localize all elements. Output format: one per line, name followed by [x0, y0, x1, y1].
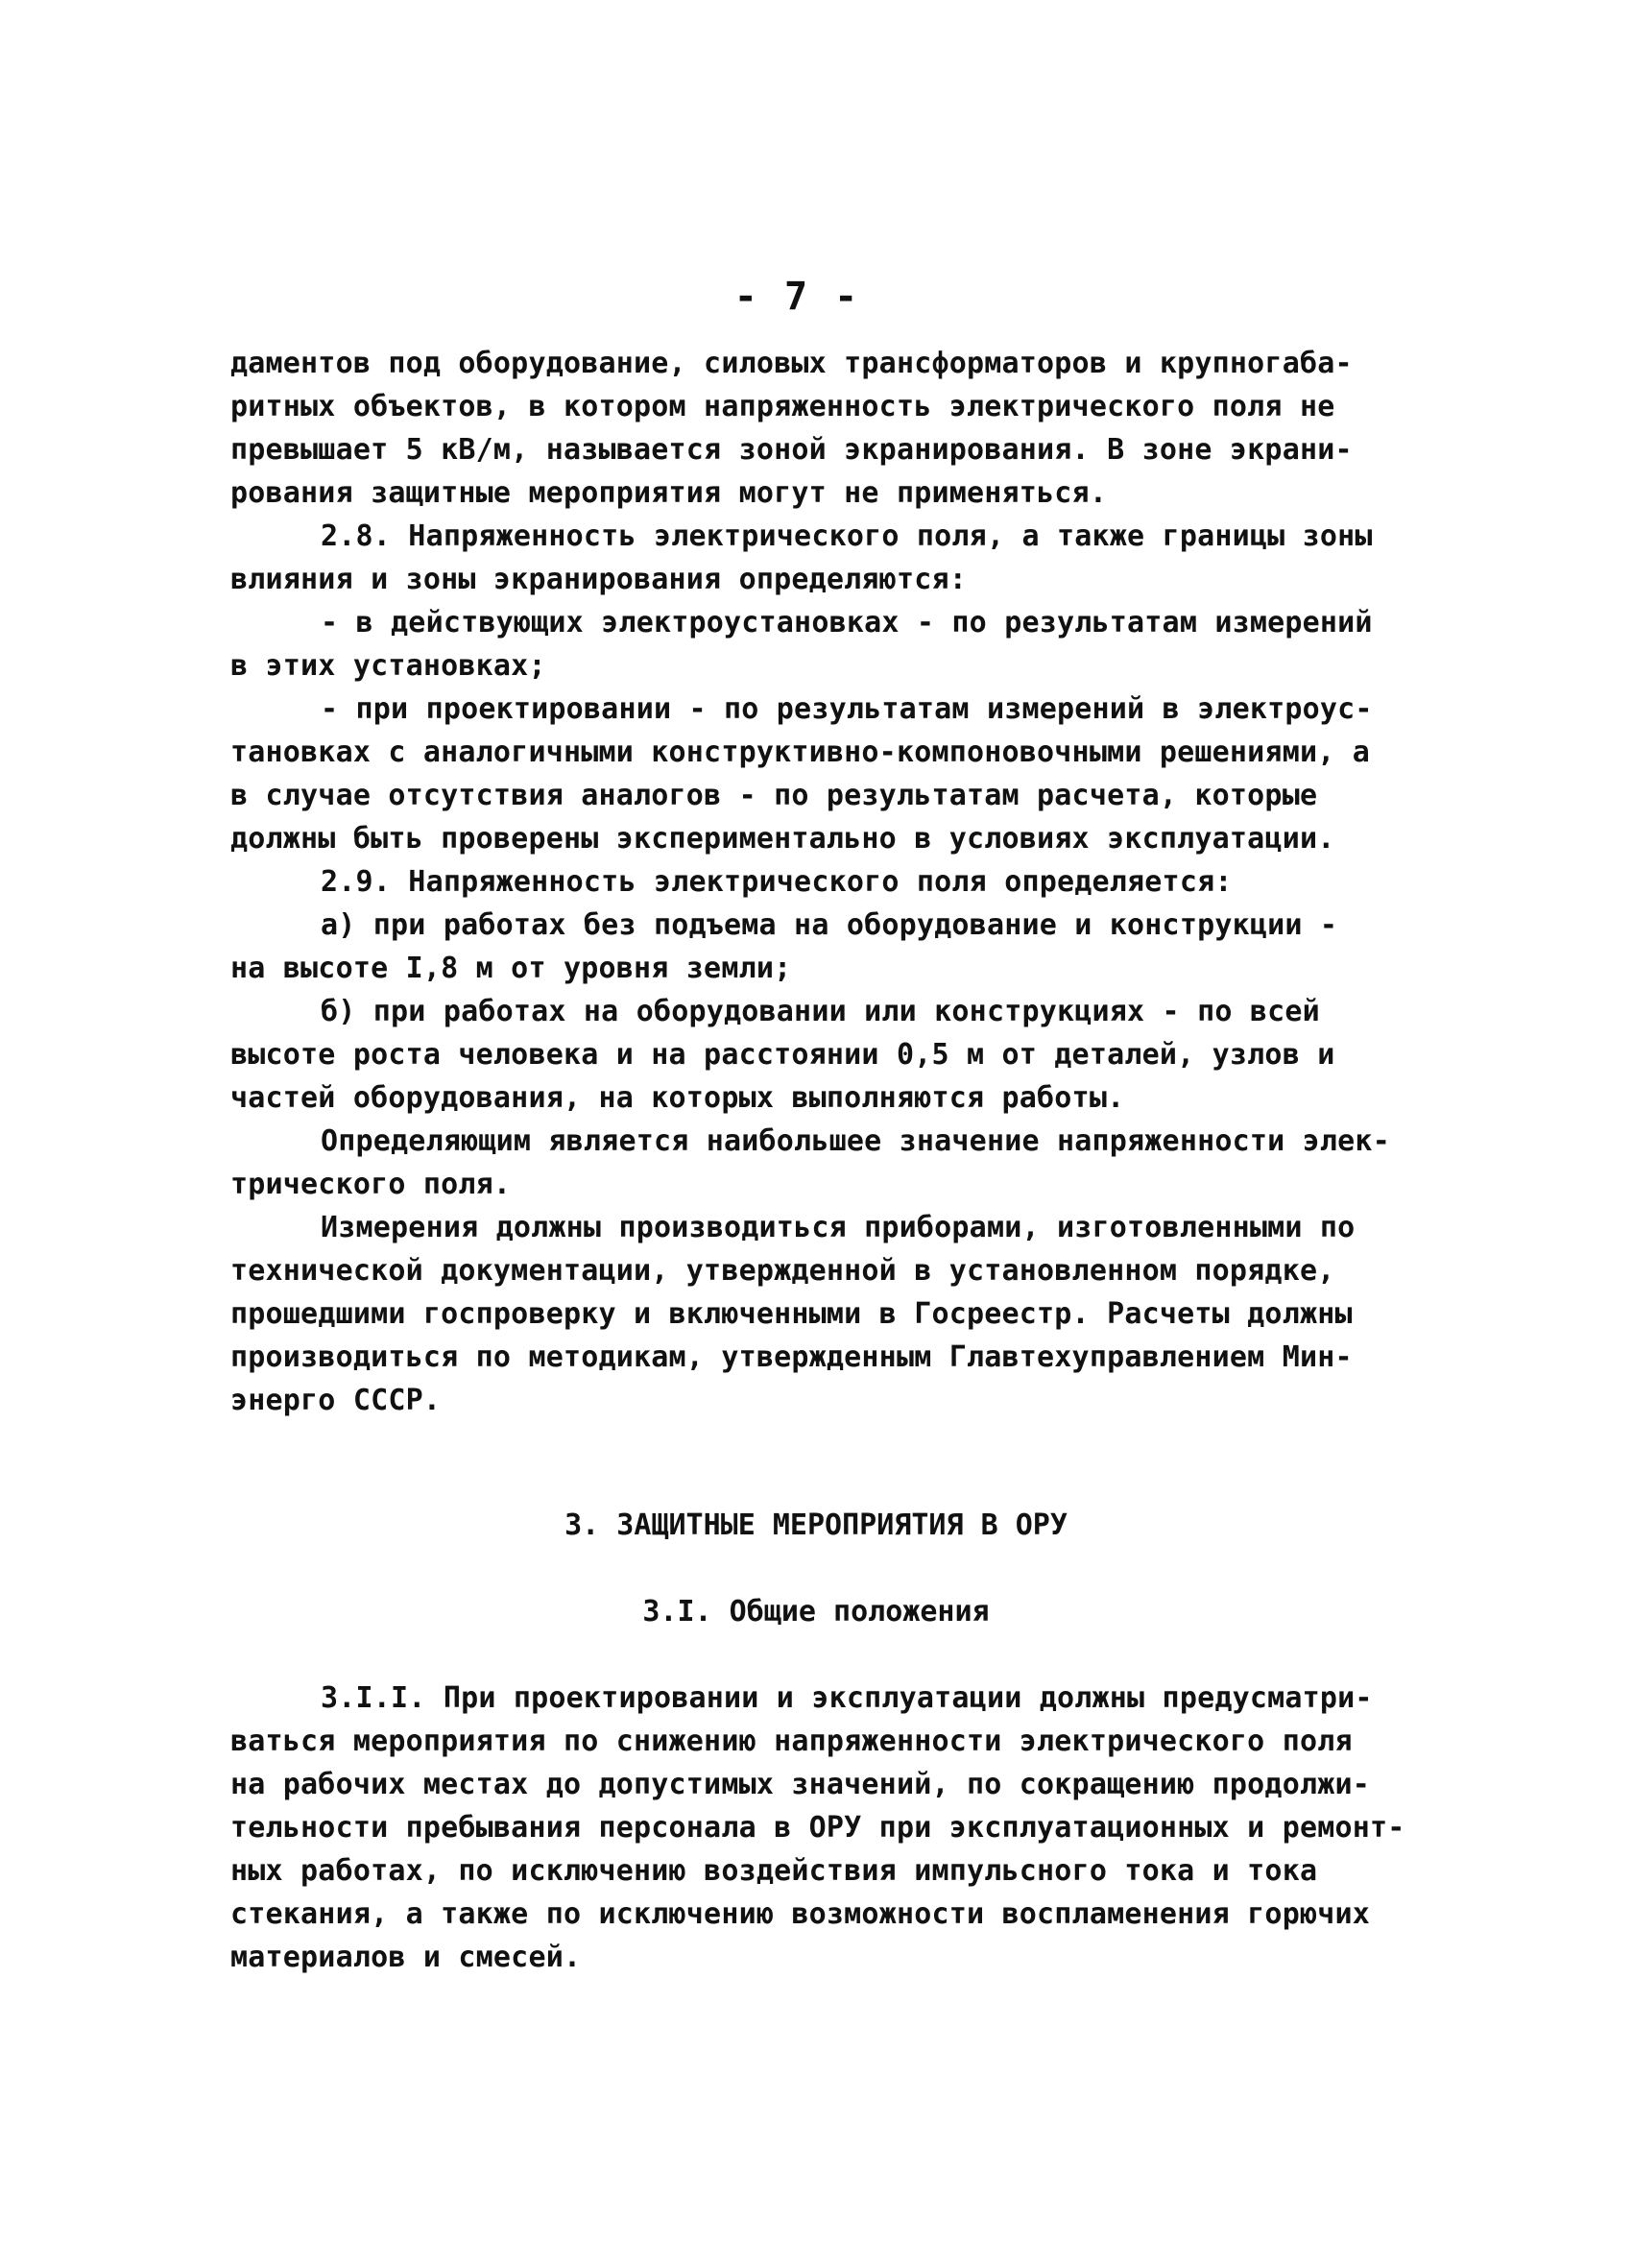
text-line: на высоте I,8 м от уровня земли;: [230, 952, 792, 985]
text-line: высоте роста человека и на расстоянии 0,5 м от деталей, узлов и: [230, 1038, 1335, 1072]
text-line: прошедшими госпроверку и включенными в Госреестр. Расчеты должны: [230, 1297, 1353, 1331]
text-line: влияния и зоны экранирования определяются:: [230, 563, 967, 596]
text-line: частей оборудования, на которых выполняются работы.: [230, 1081, 1125, 1115]
text-line: технической документации, утвержденной в установленном порядке,: [230, 1254, 1335, 1288]
subsection-heading: 3.I. Общие положения: [642, 1595, 990, 1629]
text-line: 2.9. Напряженность электрического поля определяется:: [321, 865, 1233, 899]
text-line: ритных объектов, в котором напряженность электрического поля не: [230, 390, 1335, 423]
text-line: трического поля.: [230, 1168, 512, 1201]
text-line: материалов и смесей.: [230, 1941, 582, 1974]
section-heading: 3. ЗАЩИТНЫЕ МЕРОПРИЯТИЯ В ОРУ: [564, 1508, 1068, 1542]
text-line: 2.8. Напряженность электрического поля, а также границы зоны: [321, 519, 1373, 553]
text-line: ваться мероприятия по снижению напряженности электрического поля: [230, 1725, 1353, 1758]
text-line: энерго СССР.: [230, 1384, 442, 1417]
text-line: в случае отсутствия аналогов - по результатам расчета, которые: [230, 779, 1318, 812]
text-line: тановках с аналогичными конструктивно-компоновочными решениями, а: [230, 736, 1370, 769]
text-line: рования защитные мероприятия могут не применяться.: [230, 476, 1108, 510]
text-line: на рабочих местах до допустимых значений, по сокращению продолжи-: [230, 1768, 1370, 1801]
text-line: в этих установках;: [230, 649, 546, 683]
text-line: тельности пребывания персонала в ОРУ при эксплуатационных и ремонт-: [230, 1811, 1405, 1845]
text-line: - в действующих электроустановках - по результатам измерений: [321, 606, 1373, 639]
text-line: - при проектировании - по результатам измерений в электроус-: [321, 692, 1373, 726]
text-line: Измерения должны производиться приборами, изготовленными по: [321, 1211, 1356, 1244]
text-line: даментов под оборудование, силовых трансформаторов и крупногаба-: [230, 347, 1353, 380]
text-line: б) при работах на оборудовании или конструкциях - по всей: [321, 995, 1320, 1028]
body-text-bottom: [230, 1677, 1440, 1979]
page-number: - 7 -: [733, 275, 860, 319]
text-line: а) при работах без подъема на оборудование и конструкции -: [321, 908, 1338, 942]
text-line: должны быть проверены экспериментально в условиях эксплуатации.: [230, 822, 1335, 856]
text-line: производиться по методикам, утвержденным Главтехуправлением Мин-: [230, 1340, 1353, 1374]
text-line: 3.I.I. При проектировании и эксплуатации должны предусматри-: [321, 1681, 1373, 1715]
text-line: стекания, а также по исключению возможности воспламенения горючих: [230, 1897, 1370, 1931]
body-text-top: [230, 342, 1421, 1422]
text-line: превышает 5 кВ/м, называется зоной экранирования. В зоне экрани-: [230, 433, 1353, 467]
text-line: ных работах, по исключению воздействия импульсного тока и тока: [230, 1854, 1318, 1888]
text-line: Определяющим является наибольшее значение напряженности элек-: [321, 1124, 1390, 1158]
